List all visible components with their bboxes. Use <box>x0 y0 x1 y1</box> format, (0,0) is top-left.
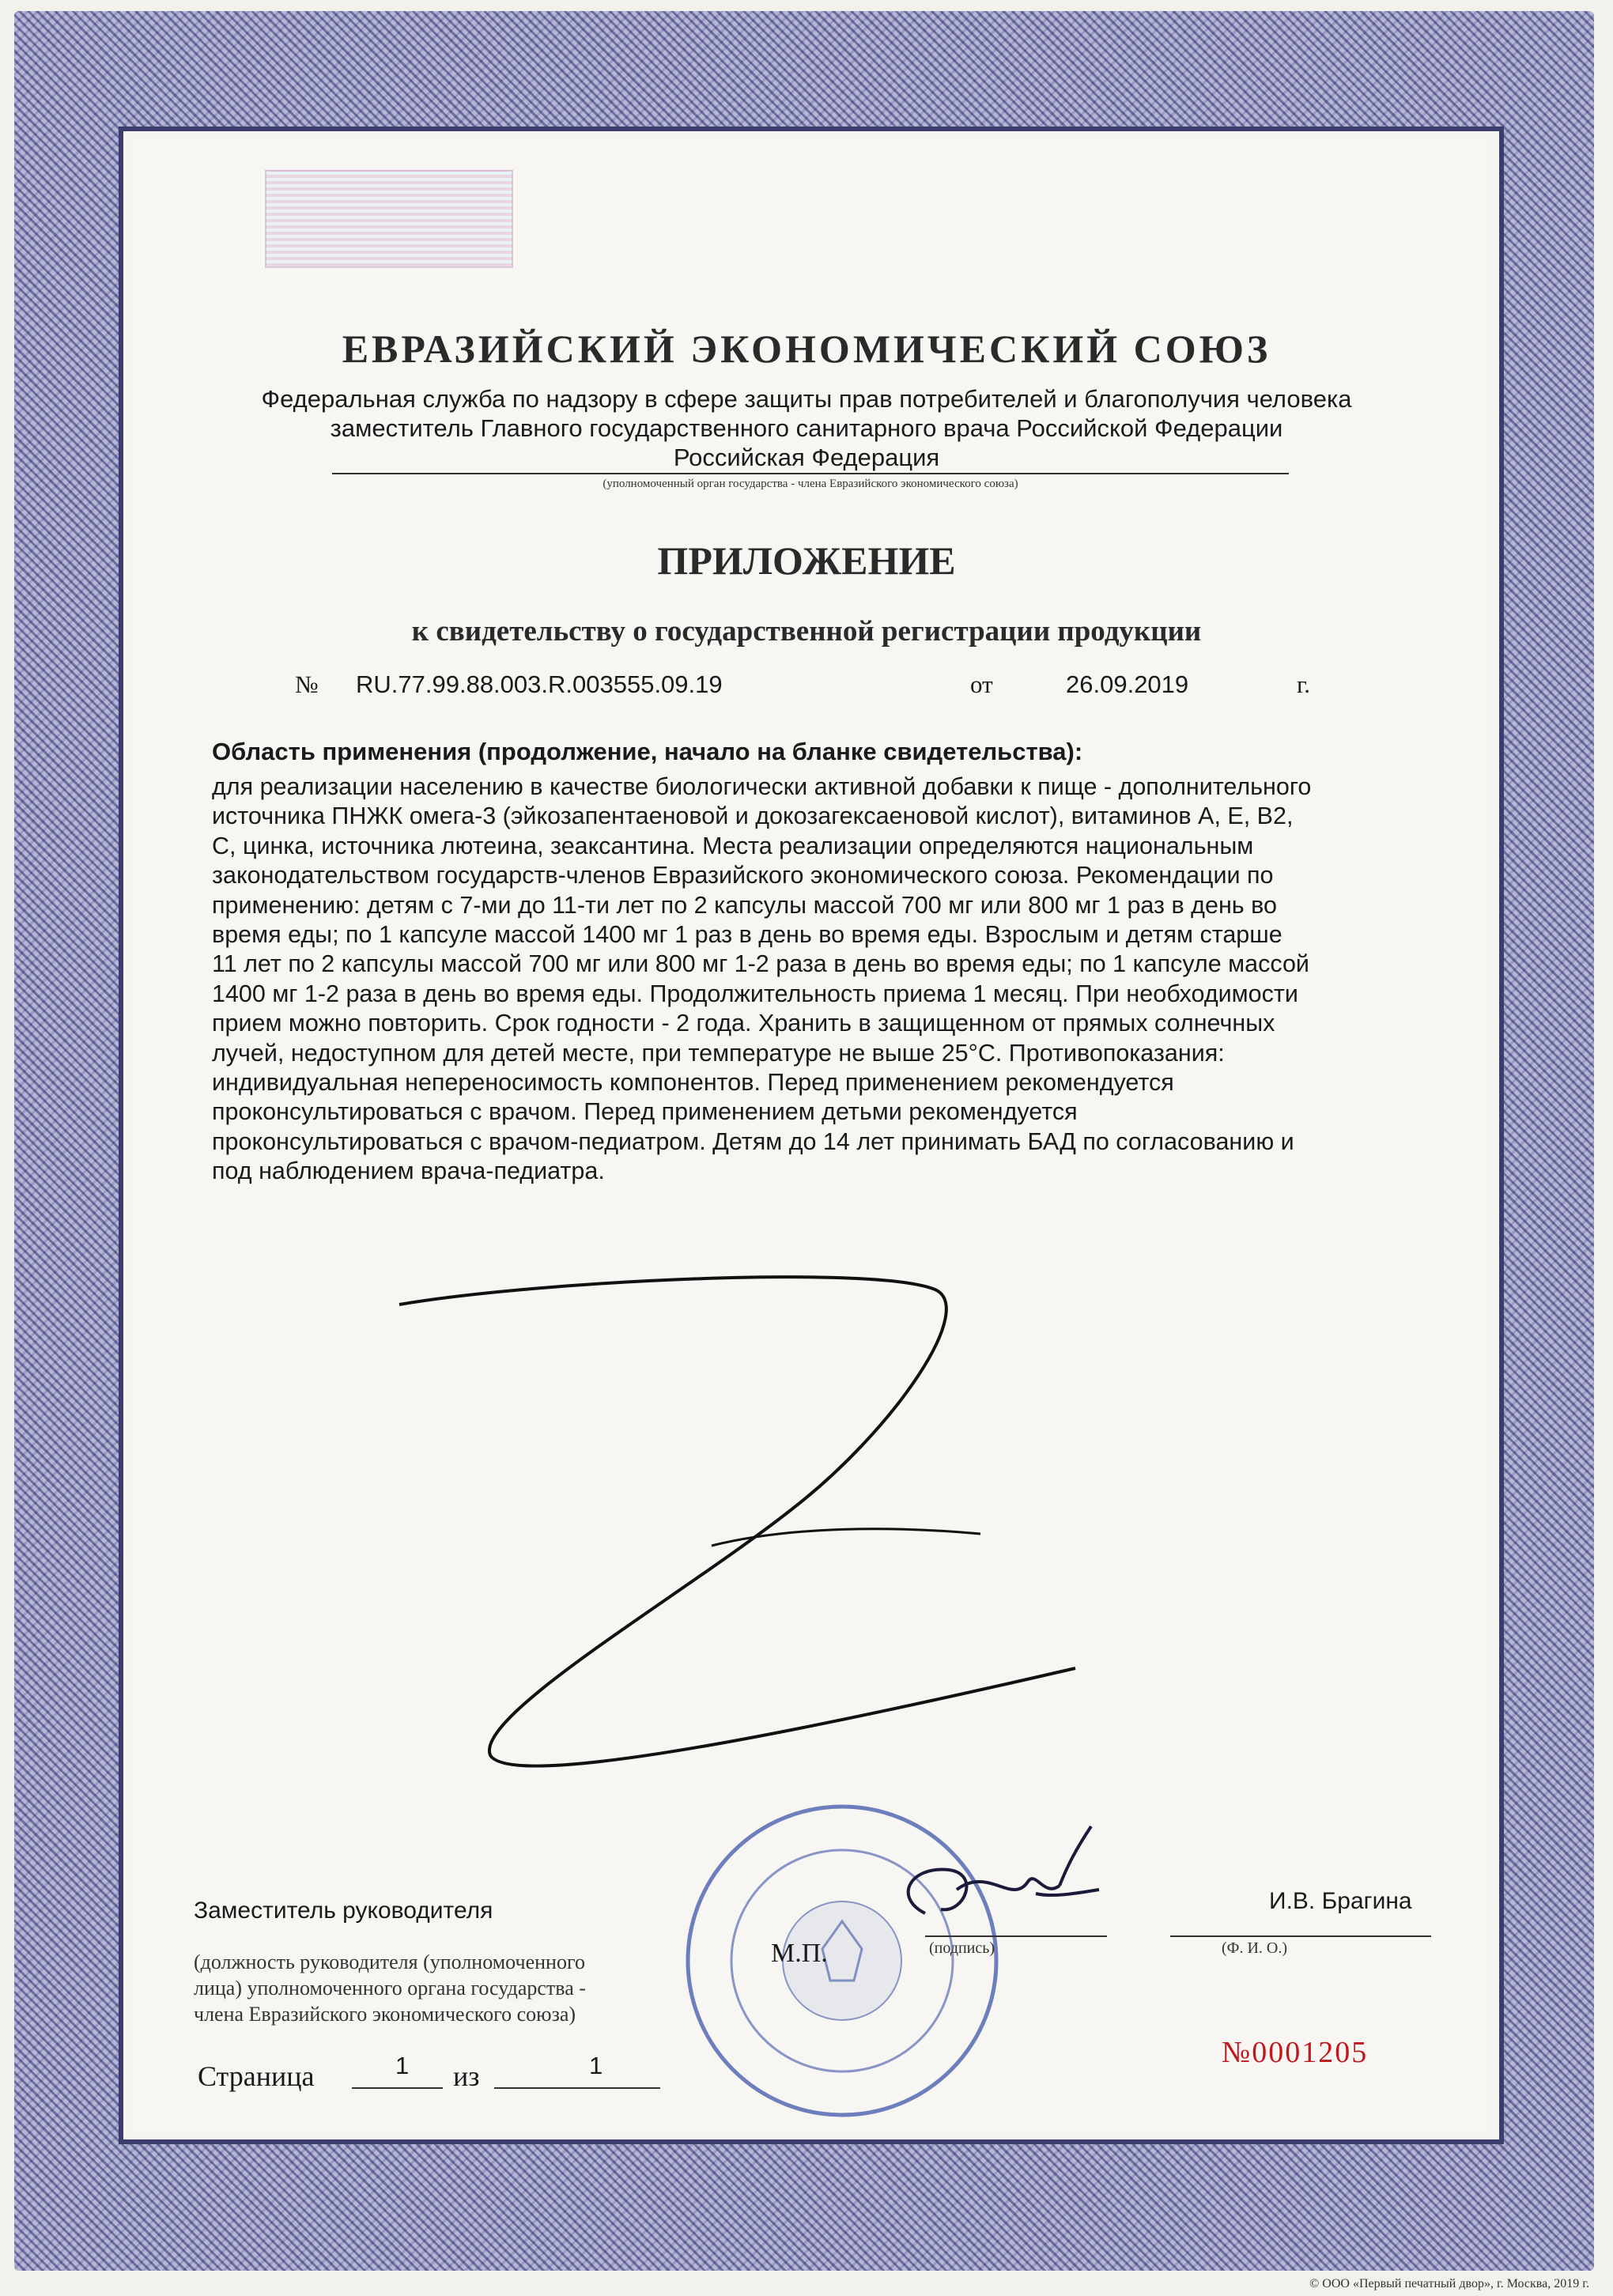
z-strike-mark <box>380 1273 1265 1787</box>
scope-line: применению: детям с 7-ми до 11-ти лет по 2 капсулы массой 700 мг или 800 мг 1 раз в день во <box>212 891 1277 919</box>
scope-text <box>212 772 1437 1187</box>
name-caption: (Ф. И. О.) <box>1222 1939 1288 1957</box>
scope-line: для реализации населению в качестве биологически активной добавки к пище - дополнительного <box>212 773 1312 800</box>
registration-from-label: от <box>970 670 993 698</box>
page-label: Страница <box>198 2060 315 2092</box>
scope-line: индивидуальная непереносимость компонентов. Перед применением рекомендуется <box>212 1069 1174 1097</box>
handwritten-signature <box>878 1818 1115 1953</box>
union-title: ЕВРАЗИЙСКИЙ ЭКОНОМИЧЕСКИЙ СОЮЗ <box>342 327 1271 371</box>
agency-line-1: Федеральная служба по надзору в сфере защиты прав потребителей и благополучия человека <box>261 385 1352 413</box>
agency-line-3: Российская Федерация <box>673 444 940 471</box>
page-number-underline <box>352 2087 443 2089</box>
signature-caption: (подпись) <box>929 1939 995 1957</box>
serial-number: №0001205 <box>1222 2036 1369 2069</box>
signer-position: Заместитель руководителя <box>194 1898 493 1924</box>
scope-line: время еды; по 1 капсуле массой 1400 мг 1 раз в день во время еды. Взрослым и детям старше <box>212 921 1282 949</box>
appendix-title: ПРИЛОЖЕНИЕ <box>657 538 956 583</box>
page-total: 1 <box>589 2052 603 2079</box>
agency-underline <box>332 473 1289 474</box>
agency-caption: (уполномоченный орган государства - члена Евразийского экономического союза) <box>603 478 1018 490</box>
signer-name: И.В. Брагина <box>1269 1888 1412 1914</box>
scope-line: проконсультироваться с врачом. Перед применением детьми рекомендуется <box>212 1098 1078 1126</box>
registration-number: RU.77.99.88.003.R.003555.09.19 <box>356 670 723 698</box>
position-caption-line: (должность руководителя (уполномоченного <box>194 1950 585 1973</box>
scope-heading: Область применения (продолжение, начало на бланке свидетельства): <box>212 738 1083 765</box>
scope-line: прием можно повторить. Срок годности - 2 года. Хранить в защищенном от прямых солнечных <box>212 1010 1275 1037</box>
agency-block <box>182 384 1431 472</box>
printer-imprint: © ООО «Первый печатный двор», г. Москва, 2019 г. <box>1309 2277 1589 2290</box>
hologram-sticker <box>265 170 513 268</box>
position-caption-line: лица) уполномоченного органа государства - <box>194 1977 586 2000</box>
scope-line: источника ПНЖК омега-3 (эйкозапентаеновой и докозагексаеновой кислот), витаминов А, Е, В2, <box>212 802 1294 830</box>
stamp-place-label: М.П. <box>771 1939 828 1968</box>
registration-number-label: № <box>295 670 319 698</box>
scope-line: законодательством государств-членов Евразийского экономического союза. Рекомендации по <box>212 862 1274 889</box>
scope-line: проконсультироваться с врачом-педиатром. Детям до 14 лет принимать БАД по согласованию и <box>212 1127 1294 1155</box>
position-caption <box>194 1949 763 2027</box>
scope-line: С, цинка, источника лютеина, зеаксантина. Места реализации определяются национальным <box>212 832 1254 859</box>
scope-line: 1400 мг 1-2 раза в день во время еды. Продолжительность приема 1 месяц. При необходимости <box>212 980 1298 1007</box>
page-total-underline <box>494 2087 660 2089</box>
agency-line-2: заместитель Главного государственного санитарного врача Российской Федерации <box>330 414 1283 442</box>
page-of-label: из <box>453 2060 480 2092</box>
registration-year-suffix: г. <box>1297 670 1310 698</box>
position-caption-line: члена Евразийского экономического союза) <box>194 2003 576 2026</box>
registration-date: 26.09.2019 <box>1066 670 1189 698</box>
scope-line: 11 лет по 2 капсулы массой 700 мг или 800 мг 1-2 раза в день во время еды; по 1 капсуле массой <box>212 950 1309 978</box>
scope-line: лучей, недоступном для детей месте, при температуре не выше 25°С. Противопоказания: <box>212 1039 1225 1067</box>
signature-underline <box>925 1935 1107 1937</box>
name-underline <box>1170 1935 1431 1937</box>
scope-line: под наблюдением врача-педиатра. <box>212 1157 605 1185</box>
page-number: 1 <box>395 2052 410 2079</box>
appendix-subtitle: к свидетельству о государственной регистрации продукции <box>411 615 1202 648</box>
